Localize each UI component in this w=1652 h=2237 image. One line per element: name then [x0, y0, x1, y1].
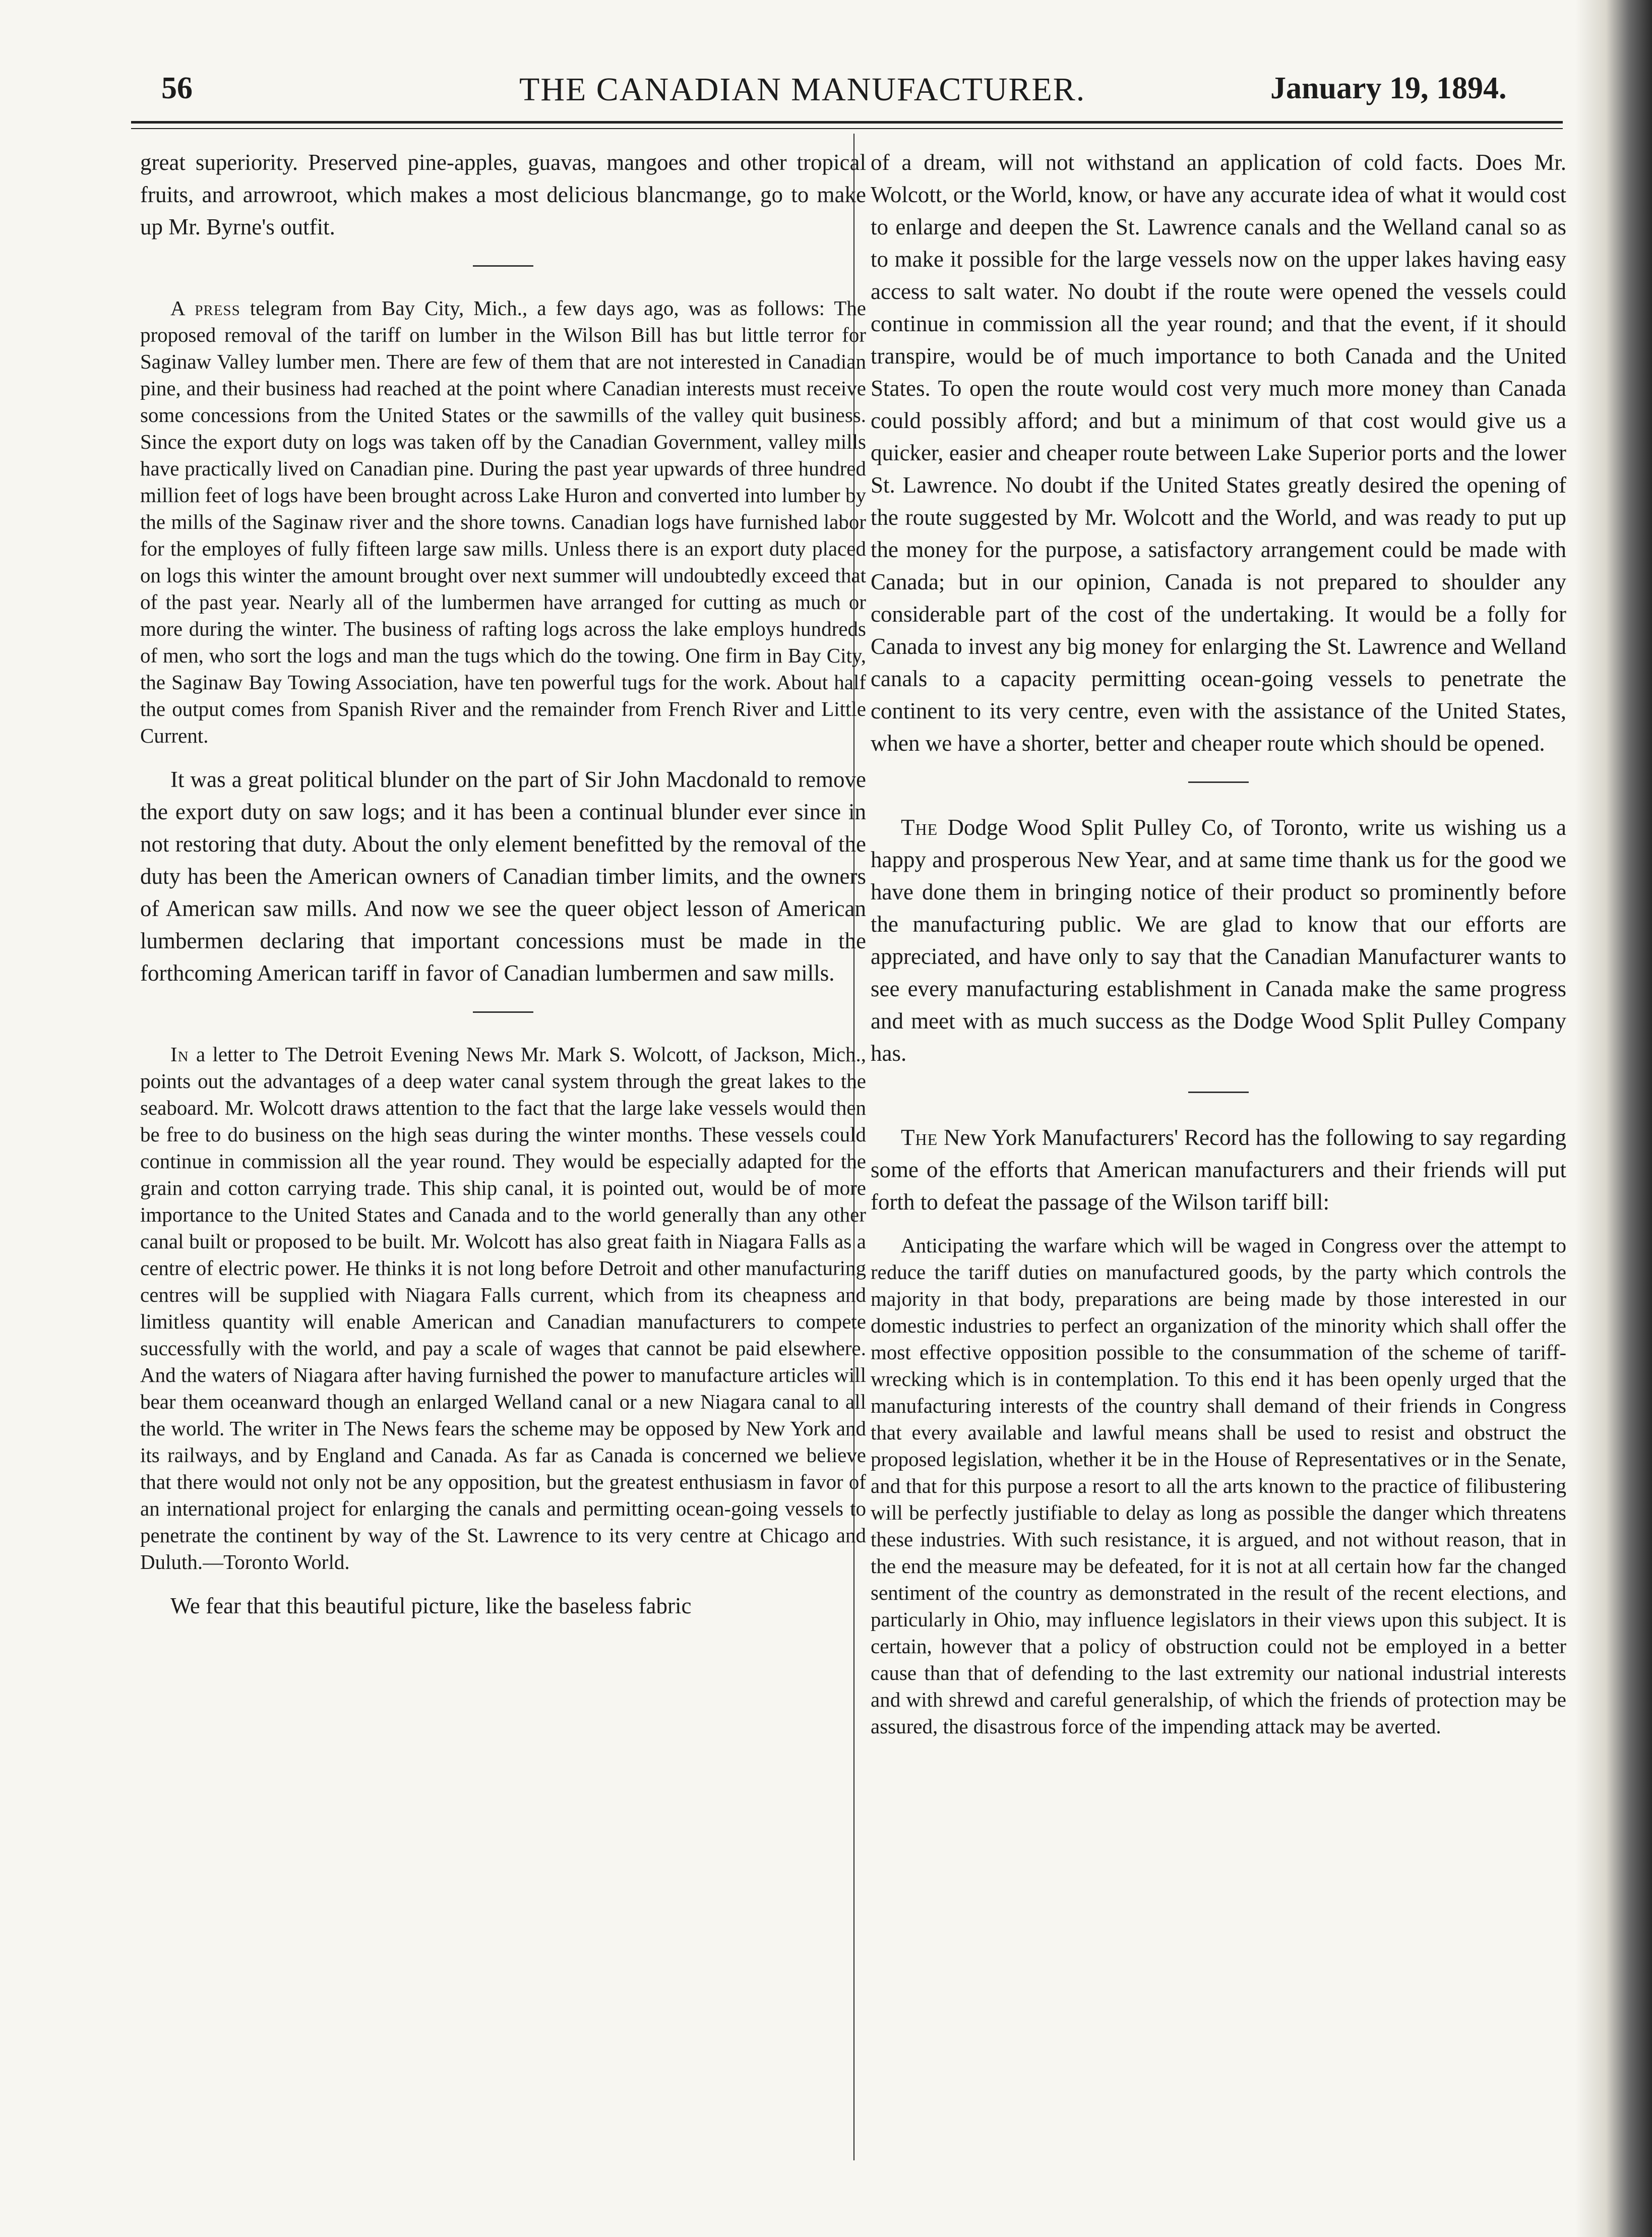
section-separator [473, 265, 533, 267]
header-rule-thin [131, 128, 1563, 129]
publication-title: THE CANADIAN MANUFACTURER. [519, 71, 1086, 108]
article-manufacturers-record [871, 1121, 1566, 1218]
press-lead: A press [170, 296, 240, 320]
article-blunder-paragraph: It was a great political blunder on the part of Sir John Macdonald to remove the export duty on saw logs; and it has been a continual blunder ever since in not restoring that duty. About the only element benefitted by the removal of the duty has been the American owners of Canadian timber limits, and the owners of American saw mills. And now we see the queer object lesson of American lumbermen declaring that important concessions must be made in the forthcoming American tariff in favor of Canadian lumbermen and saw mills. [140, 767, 866, 986]
article-press-telegram [140, 295, 866, 749]
section-separator [473, 1011, 533, 1013]
left-column [140, 146, 866, 2116]
letter-body: a letter to The Detroit Evening News Mr. Mark S. Wolcott, of Jackson, Mich., points out the advantages of a deep water canal system through the great lakes to the seaboard. Mr. Wolcott draws attention to the fact that the large lake vessels would then be free to do business on the high seas during the winter months. These vessels could continue in commission all the year round. They would be especially adapted for the grain and cotton carrying trade. This ship canal, it is pointed out, would be of more importance to the United States and Canada and to the world generally than any other canal built or proposed to be built. Mr. Wolcott has also great faith in Niagara Falls as a centre of electric power. He thinks it is not long before Detroit and other manufacturing centres will be supplied with Niagara Falls current, which from its cheapness and limitless quantity will enable American and Canadian manufacturers to compete successfully with the world, and pay a scale of wages that cannot be paid elsewhere. And the waters of Niagara after having furnished the power to manufacture articles will bear them oceanward though an enlarged Welland canal or a new Niagara canal to all the world. The writer in The News fears the scheme may be opposed by New York and its railways, and by England and Canada. As far as Canada is concerned we believe that there would not only not be any opposition, but the greatest enthusiasm in favor of an international project for enlarging the canals and permitting ocean-going vessels to penetrate the continent by way of the St. Lawrence to its very centre at Chicago and Duluth.—Toronto World. [140, 1043, 866, 1574]
dodge-body: Dodge Wood Split Pulley Co, of Toronto, write us wishing us a happy and prosperous New Year, and at same time thank us for the good we have done them in bringing notice of their product so prominently before the manufacturing public. We are glad to know that our efforts are appreciated, and have only to say that the Canadian Manufacturer wants to see every manufacturing establishment in Canada make the same progress and meet with as much success as the Dodge Wood Split Pulley Company has. [871, 815, 1566, 1066]
right-column [871, 146, 1566, 2116]
issue-date: January 19, 1894. [1270, 71, 1507, 105]
press-body: telegram from Bay City, Mich., a few days ago, was as follows: The proposed removal of the tariff on lumber in the Wilson Bill has but little terror for Saginaw Valley lumber men. There are few of them that are not interested in Canadian pine, and their business had reached at the point where Canadian interests must receive some concessions from the United States or the sawmills of the valley quit business. Since the export duty on logs was taken off by the Canadian Government, valley mills have practically lived on Canadian pine. During the past year upwards of three hundred million feet of logs have been brought across Lake Huron and converted into lumber by the mills of the Saginaw river and the shore towns. Canadian logs have furnished labor for the employes of fully fifteen large saw mills. Unless there is an export duty placed on logs this winter the amount brought over next summer will undoubtedly exceed that of the past year. Nearly all of the lumbermen have arranged for cutting as much or more during the winter. The business of rafting logs across the lake employs hundreds of men, who sort the logs and man the tugs which do the towing. One firm in Bay City, the Saginaw Bay Towing Association, have ten powerful tugs for the work. About half the output comes from Spanish River and the remainder from French River and Little Current. [140, 296, 866, 747]
header-rule-thick [131, 121, 1563, 124]
section-separator [1188, 1092, 1249, 1093]
article-fruits-paragraph: great superiority. Preserved pine-apples, guavas, mangoes and other tropical fruits, and arrowroot, which makes a most delicious blancmange, go to make up Mr. Byrne's outfit. [140, 150, 866, 239]
article-dream-paragraph: of a dream, will not withstand an application of cold facts. Does Mr. Wolcott, or the World, know, or have any accurate idea of what it would cost to enlarge and deepen the St. Lawrence canals and the Welland canal so as to make it possible for the large vessels now on the upper lakes having easy access to salt water. No doubt if the route were opened the vessels could continue in commission all the year round; and that the event, if it should transpire, would be of much importance to both Canada and the United States. To open the route would cost very much more money than Canada could possibly afford; and but a minimum of that cost would give us a quicker, easier and cheaper route between Lake Superior ports and the lower St. Lawrence. No doubt if the United States greatly desired the opening of the route suggested by Mr. Wolcott and the World, and was ready to put up the money for the purpose, a satisfactory arrangement could be made with Canada; but in our opinion, Canada is not prepared to shoulder any considerable part of the cost of the undertaking. It would be a folly for Canada to invest any big money for enlarging the St. Lawrence and Welland canals to a capacity permitting ocean-going vessels to penetrate the continent to its very centre, even with the assistance of the United States, when we have a shorter, better and cheaper route which should be opened. [871, 150, 1566, 756]
record-lead: The [901, 1125, 938, 1150]
article-wolcott-letter [140, 1041, 866, 1576]
dodge-lead: The [901, 815, 938, 840]
page-header [116, 61, 1563, 116]
page-binding-edge [1575, 0, 1652, 2237]
article-fear-paragraph: We fear that this beautiful picture, like the baseless fabric [170, 1593, 692, 1618]
article-dodge-pulley [871, 811, 1566, 1069]
record-body: New York Manufacturers' Record has the following to say regarding some of the efforts that American manufacturers and their friends will put forth to defeat the passage of the Wilson tariff bill: [871, 1125, 1566, 1215]
article-record-quote: Anticipating the warfare which will be waged in Congress over the attempt to reduce the tariff duties on manufactured goods, by the party which controls the majority in that body, preparations are being made by those interested in our domestic industries to perfect an organization of the minority which shall offer the most effective opposition possible to the consummation of the scheme of tariff-wrecking which is in contemplation. To this end it has been openly urged that the manufacturing interests of the country shall demand of their friends in Congress that every available and lawful means shall be used to resist and obstruct the proposed legislation, whether it be in the House of Representatives or in the Senate, and that for this purpose a resort to all the arts known to the practice of filibustering will be perfectly justifiable to delay as long as possible the danger which threatens these industries. With such resistance, it is argued, and not without reason, that in the end the measure may be defeated, for it is not at all certain how far the changed sentiment of the country as demonstrated in the result of the recent elections, and particularly in Ohio, may influence legislators in their views upon this subject. It is certain, however that a policy of obstruction could not be employed in a better cause than that of defending to the last extremity our national industrial interests and with shrewd and careful generalship, of which the friends of protection may be assured, the disastrous force of the impending attack may be averted. [871, 1234, 1566, 1738]
section-separator [1188, 781, 1249, 783]
letter-lead: In [170, 1043, 189, 1066]
page-number: 56 [161, 71, 193, 105]
